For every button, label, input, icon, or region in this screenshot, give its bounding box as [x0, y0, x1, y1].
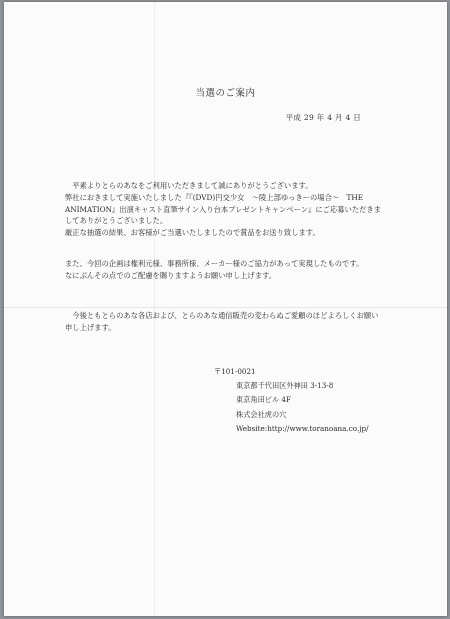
paragraph-cooperation: また、今回の企画は権利元様、事務所様、メーカー様のご協力があって実現したものです。 なにぶんその点でのご配慮を賜りますようお願い申し上げます。	[65, 259, 364, 280]
sender-company: 株式会社虎の穴	[236, 409, 287, 419]
postal-code: 〒101-0021	[214, 367, 256, 376]
sender-building: 東京角田ビル 4F	[236, 395, 291, 405]
paragraph-main: 平素よりとらのあなをご利用いただきまして誠にありがとうございます。 弊社におきまして実施いたしました『『(DVD)円交少女 ～陵上部ゆっきーの場合～ THE ANIMATION』出演キャスト直筆サイン入り台本プレゼントキャンペーン』にご応募いただきましてありがとうございました。 厳正な抽選の結果、お客様がご当選いたしましたので賞品をお送り致します。	[65, 181, 382, 238]
fold-crease	[4, 307, 447, 308]
letter-title: 当選のご案内	[195, 88, 256, 99]
paragraph-closing: 今後ともとらのあな各店および、とらのあな通信販売の変わらぬご愛顧のほどよろしくお願い申し上げます。	[65, 311, 379, 332]
sender-address: 東京都千代田区外神田 3-13-8	[236, 381, 334, 391]
letter-page	[4, 2, 447, 616]
sender-block	[214, 365, 369, 436]
sender-website: Website:http://www.toranoana.co.jp/	[236, 423, 369, 433]
letter-date: 平成 29 年 4 月 4 日	[285, 113, 361, 122]
